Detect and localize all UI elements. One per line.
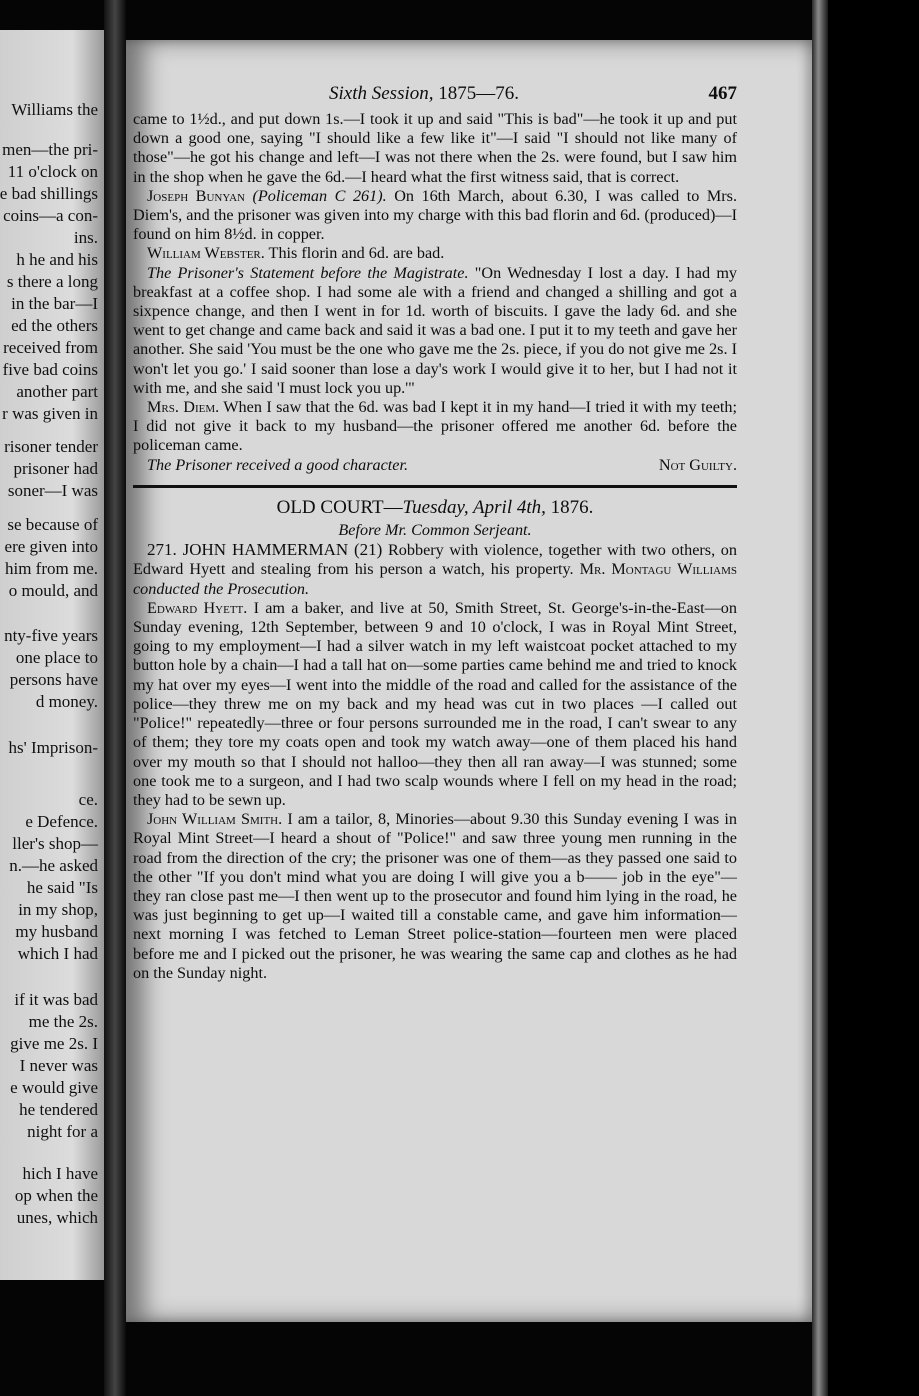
witness-name: Mrs. Diem. [147, 398, 220, 417]
section-divider [133, 485, 737, 488]
previous-page-line: he tendered [19, 1100, 98, 1119]
previous-page-line: I never was [19, 1056, 98, 1075]
previous-page-line: ce. [78, 790, 98, 809]
scan-border [828, 0, 919, 1396]
judge-line: Before Mr. Common Serjeant. [338, 521, 532, 540]
previous-page-line: ins. [73, 228, 98, 247]
charge: Robbery with violence, together with two others, on Edward Hyett and stealing from his person a watch, his property. [133, 541, 737, 579]
previous-page-line: o mould, and [8, 581, 98, 600]
previous-page-line: prisoner had [13, 459, 98, 478]
previous-page-line: five bad coins [2, 360, 98, 379]
previous-page-line: night for a [27, 1122, 98, 1141]
testimony: On 16th March, about 6.30, I was called to Mrs. Diem's, and the prisoner was given into my charge with this bad florin and 6d. (produced)—I found on him 8½d. in copper. [133, 186, 737, 244]
verdict: Not Guilty. [658, 455, 737, 474]
previous-page-line: op when the [14, 1186, 98, 1205]
previous-page-line: Williams the [11, 100, 98, 119]
previous-page-line: 11 o'clock on [7, 162, 98, 181]
session-label: Sixth Session, [329, 83, 434, 104]
previous-page-line: s there a long [6, 272, 98, 291]
case-title: 271. JOHN HAMMERMAN (21) [147, 540, 383, 560]
court-date: Tuesday, April 4th, [402, 496, 546, 518]
previous-page-line: one place to [15, 648, 98, 667]
previous-page-line: h he and his [16, 250, 98, 269]
previous-page-line: e Defence. [25, 812, 98, 831]
witness-name: William Webster. [147, 244, 265, 263]
paragraph [133, 810, 737, 983]
previous-page-line: which I had [17, 944, 98, 963]
previous-page-line: another part [16, 382, 98, 401]
witness-name: Joseph Bunyan [147, 186, 245, 205]
testimony: When I saw that the 6d. was bad I kept it in my hand—I tried it with my teeth; I did not give it back to my husband—the prisoner offered me another 6d. before the policeman came. [133, 398, 737, 455]
previous-page-line: n.—he asked [9, 856, 98, 875]
paragraph: came to 1½d., and put down 1s.—I took it up and said "This is bad"—he took it up and put down a good one, saying "I should like a few like it"—I said "I should not like many of those"—he got his change and left—I was not there when the 2s. were found, but I saw him in the shop when he gave the 6d.—I heard what the first witness said, that is correct. [133, 110, 737, 186]
previous-page-line: give me 2s. I [10, 1034, 98, 1053]
previous-page-line: him from me. [4, 559, 98, 578]
testimony: I am a baker, and live at 50, Smith Street, St. George's-in-the-East—on Sunday evening, 12th September, between 9 and 10 o'clock, I was in Royal Mint Street, going to my employment—I had a silver watch in my left waistcoat pocket attached to my button hole by a chain—I had a tall hat on—some parties came behind me and tried to knock my hat over my eyes—I went into the middle of the road and called for the assistance of the police—they threw me on my back and my head was cut in two places —I called out "Police!" repeatedly—three or four persons surrounded me in the road, I can't swear to any of them; they tore my coats open and took my watch away—one of them placed his hand over my mouth so that I should not halloo—they then all ran away—I was stunned; some one took me to a surgeon, and I had two scalp wounds where I fell on my head in the road; they had to be sewn up. [133, 598, 737, 809]
previous-page-line: coins—a con- [3, 206, 98, 225]
witness-role: (Policeman C 261). [252, 186, 387, 205]
previous-page-fragment [0, 30, 104, 1280]
previous-page-line: risoner tender [4, 437, 98, 456]
case-paragraph [133, 540, 737, 599]
page-text [133, 84, 737, 983]
paragraph [133, 398, 737, 456]
previous-page-line: he said "Is [26, 878, 98, 897]
previous-page-line: received from [3, 338, 98, 357]
counsel-role: conducted the Prosecution. [133, 579, 310, 598]
court-heading [133, 498, 737, 517]
court-name: OLD COURT— [276, 496, 403, 518]
paragraph [133, 187, 737, 245]
running-header [133, 84, 737, 108]
verdict-line [133, 456, 737, 475]
statement-heading: The Prisoner's Statement before the Magistrate. [147, 263, 469, 282]
session-years: 1875—76. [438, 83, 519, 104]
previous-page-line: se because of [7, 515, 98, 534]
previous-page-line: ller's shop— [12, 834, 98, 853]
previous-page-line: in my shop, [18, 900, 98, 919]
previous-page-line: d money. [35, 692, 98, 711]
session-title [329, 84, 519, 103]
previous-page-line: e bad shillings [0, 184, 98, 203]
previous-page-line: me the 2s. [28, 1012, 98, 1031]
previous-page-line: if it was bad [14, 990, 98, 1009]
previous-page-line: ed the others [11, 316, 98, 335]
witness-name: Edward Hyett. [147, 598, 248, 617]
previous-page-line: hs' Imprison- [8, 738, 98, 757]
previous-page-line: my husband [15, 922, 98, 941]
page-edge [812, 0, 828, 1396]
book-spine [104, 0, 126, 1396]
page-number: 467 [708, 83, 737, 104]
counsel: Mr. Montagu Williams [573, 560, 737, 579]
previous-page-line: r was given in [2, 404, 98, 423]
testimony: I am a tailor, 8, Minories—about 9.30 this Sunday evening I was in Royal Mint Street—I heard a shout of "Police!" and saw three young men running in the road from the direction of the cry; the prisoner was one of them—as they passed one said to the other "If you don't mind what you are doing I will give you a b—— job in the eye"—they ran close past me—I then went up to the prosecutor and found him lying in the road, he was just beginning to get up—I waited till a constable came, and gave him information—next morning I was fetched to Leman Street police-station—fourteen men were placed before me and I picked out the prisoner, he was wearing the same cap and clothes as he had on the Sunday night. [133, 810, 737, 982]
character-note: The Prisoner received a good character. [147, 455, 409, 474]
statement: "On Wednesday I lost a day. I had my breakfast at a coffee shop. I had some ale with a friend and changed a shilling and got a sixpence change, and then I went in for 1d. worth of biscuits. I gave the lady 6d. and she went to get change and came back and said it was a bad one. I put it to my teeth and gave her another. She said 'You must be the one who gave me the 2s. piece, if you do not give me 2s. I won't let you go.' I said sooner than lose a day's work I would give it to her, but I had not it with me, and she said 'I must lock you up.'" [133, 263, 737, 397]
previous-page-line: ere given into [4, 537, 98, 556]
court-year: 1876. [545, 496, 594, 518]
previous-page-line: men—the pri- [2, 140, 98, 159]
previous-page-line: persons have [9, 670, 98, 689]
witness-name: John William Smith. [147, 810, 283, 829]
previous-page-line: unes, which [16, 1208, 98, 1227]
paragraph [133, 244, 737, 263]
previous-page-line: nty-five years [4, 626, 98, 645]
previous-page-line: soner—I was [7, 481, 98, 500]
testimony: This florin and 6d. are bad. [264, 244, 445, 263]
previous-page-line: hich I have [22, 1164, 98, 1183]
paragraph [133, 264, 737, 398]
paragraph [133, 599, 737, 810]
previous-page-line: in the bar—I [11, 294, 98, 313]
previous-page-line: e would give [10, 1078, 98, 1097]
